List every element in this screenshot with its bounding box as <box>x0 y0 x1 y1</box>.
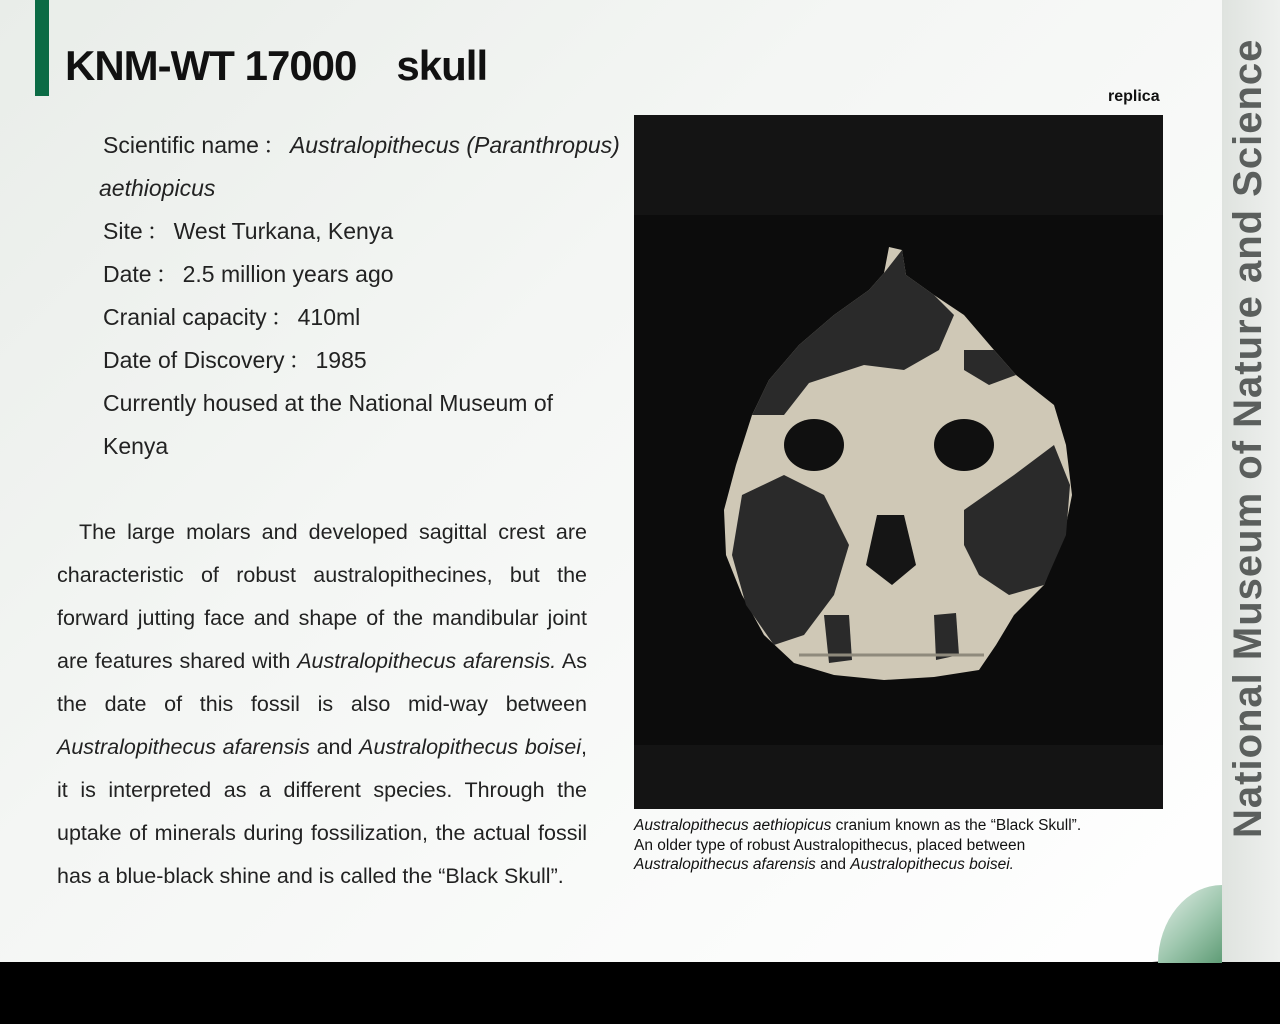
species-name: Australopithecus boisei <box>359 735 581 759</box>
species-name: Australopithecus aethiopicus <box>634 817 832 834</box>
fact-value: Australopithecus (Paranthropus) <box>289 132 620 158</box>
fact-value: 410ml <box>297 304 361 330</box>
museum-name: National Museum of Nature and Science <box>1226 38 1270 838</box>
fact-discovery-date <box>103 339 587 382</box>
species-name: Australopithecus afarensis <box>57 735 310 759</box>
fact-date <box>103 253 587 296</box>
skull-photo <box>634 115 1163 809</box>
fact-value: 2.5 million years ago <box>182 261 394 287</box>
fact-site <box>103 210 587 253</box>
caption-line <box>634 855 1174 875</box>
photo-caption <box>634 816 1174 875</box>
caption-text: and <box>815 856 851 873</box>
fact-label: Date of Discovery <box>103 347 285 373</box>
specimen-id: KNM-WT 17000 <box>65 42 357 89</box>
fact-scientific-name <box>103 124 620 167</box>
fact-value: West Turkana, Kenya <box>173 218 394 244</box>
fact-separator: ： <box>288 347 312 373</box>
caption-line: An older type of robust Australopithecus, placed between <box>634 836 1026 854</box>
fact-separator: ： <box>270 304 294 330</box>
specimen-type: skull <box>396 42 488 89</box>
right-eye-socket <box>934 419 994 471</box>
fact-separator: ： <box>262 132 286 158</box>
description-text: and <box>309 735 360 759</box>
species-name: Australopithecus afarensis. <box>297 649 557 673</box>
caption-line <box>634 816 1174 836</box>
fact-label: Cranial capacity <box>103 304 267 330</box>
skull-illustration <box>634 115 1163 809</box>
specimen-facts <box>99 124 620 468</box>
left-eye-socket <box>784 419 844 471</box>
fact-label: Scientific name <box>103 132 259 158</box>
fact-separator: ： <box>155 261 179 287</box>
species-name: Australopithecus afarensis <box>634 856 816 873</box>
description-paragraph <box>57 511 587 898</box>
page-title <box>65 42 487 90</box>
description-text: The large molars and developed sagittal crest are characteristic of robust australopithecines, but the forward jutting face and shape of the mandibular joint are features shared with <box>57 520 587 673</box>
fact-housed: Currently housed at the National Museum of Kenya <box>103 390 554 459</box>
fact-separator: ： <box>146 218 170 244</box>
description-text: , it is interpreted as a different species. Through the uptake of minerals during fossilization, the actual fossil has a blue-black shine and is called the “Black Skull”. <box>57 735 587 888</box>
replica-label: replica <box>1108 88 1160 105</box>
fact-label: Site <box>103 218 143 244</box>
fact-label: Date <box>103 261 152 287</box>
description-text: As the date of this fossil is also mid-way between <box>57 649 587 716</box>
skull-dark-patch <box>934 613 959 660</box>
fact-cranial-capacity <box>103 296 587 339</box>
title-accent-bar <box>35 0 49 96</box>
fact-value: aethiopicus <box>99 175 216 201</box>
species-name: Australopithecus boisei. <box>850 856 1014 873</box>
fact-scientific-name-cont <box>99 167 587 210</box>
fact-value: 1985 <box>315 347 367 373</box>
caption-text: cranium known as the “Black Skull”. <box>831 817 1082 834</box>
